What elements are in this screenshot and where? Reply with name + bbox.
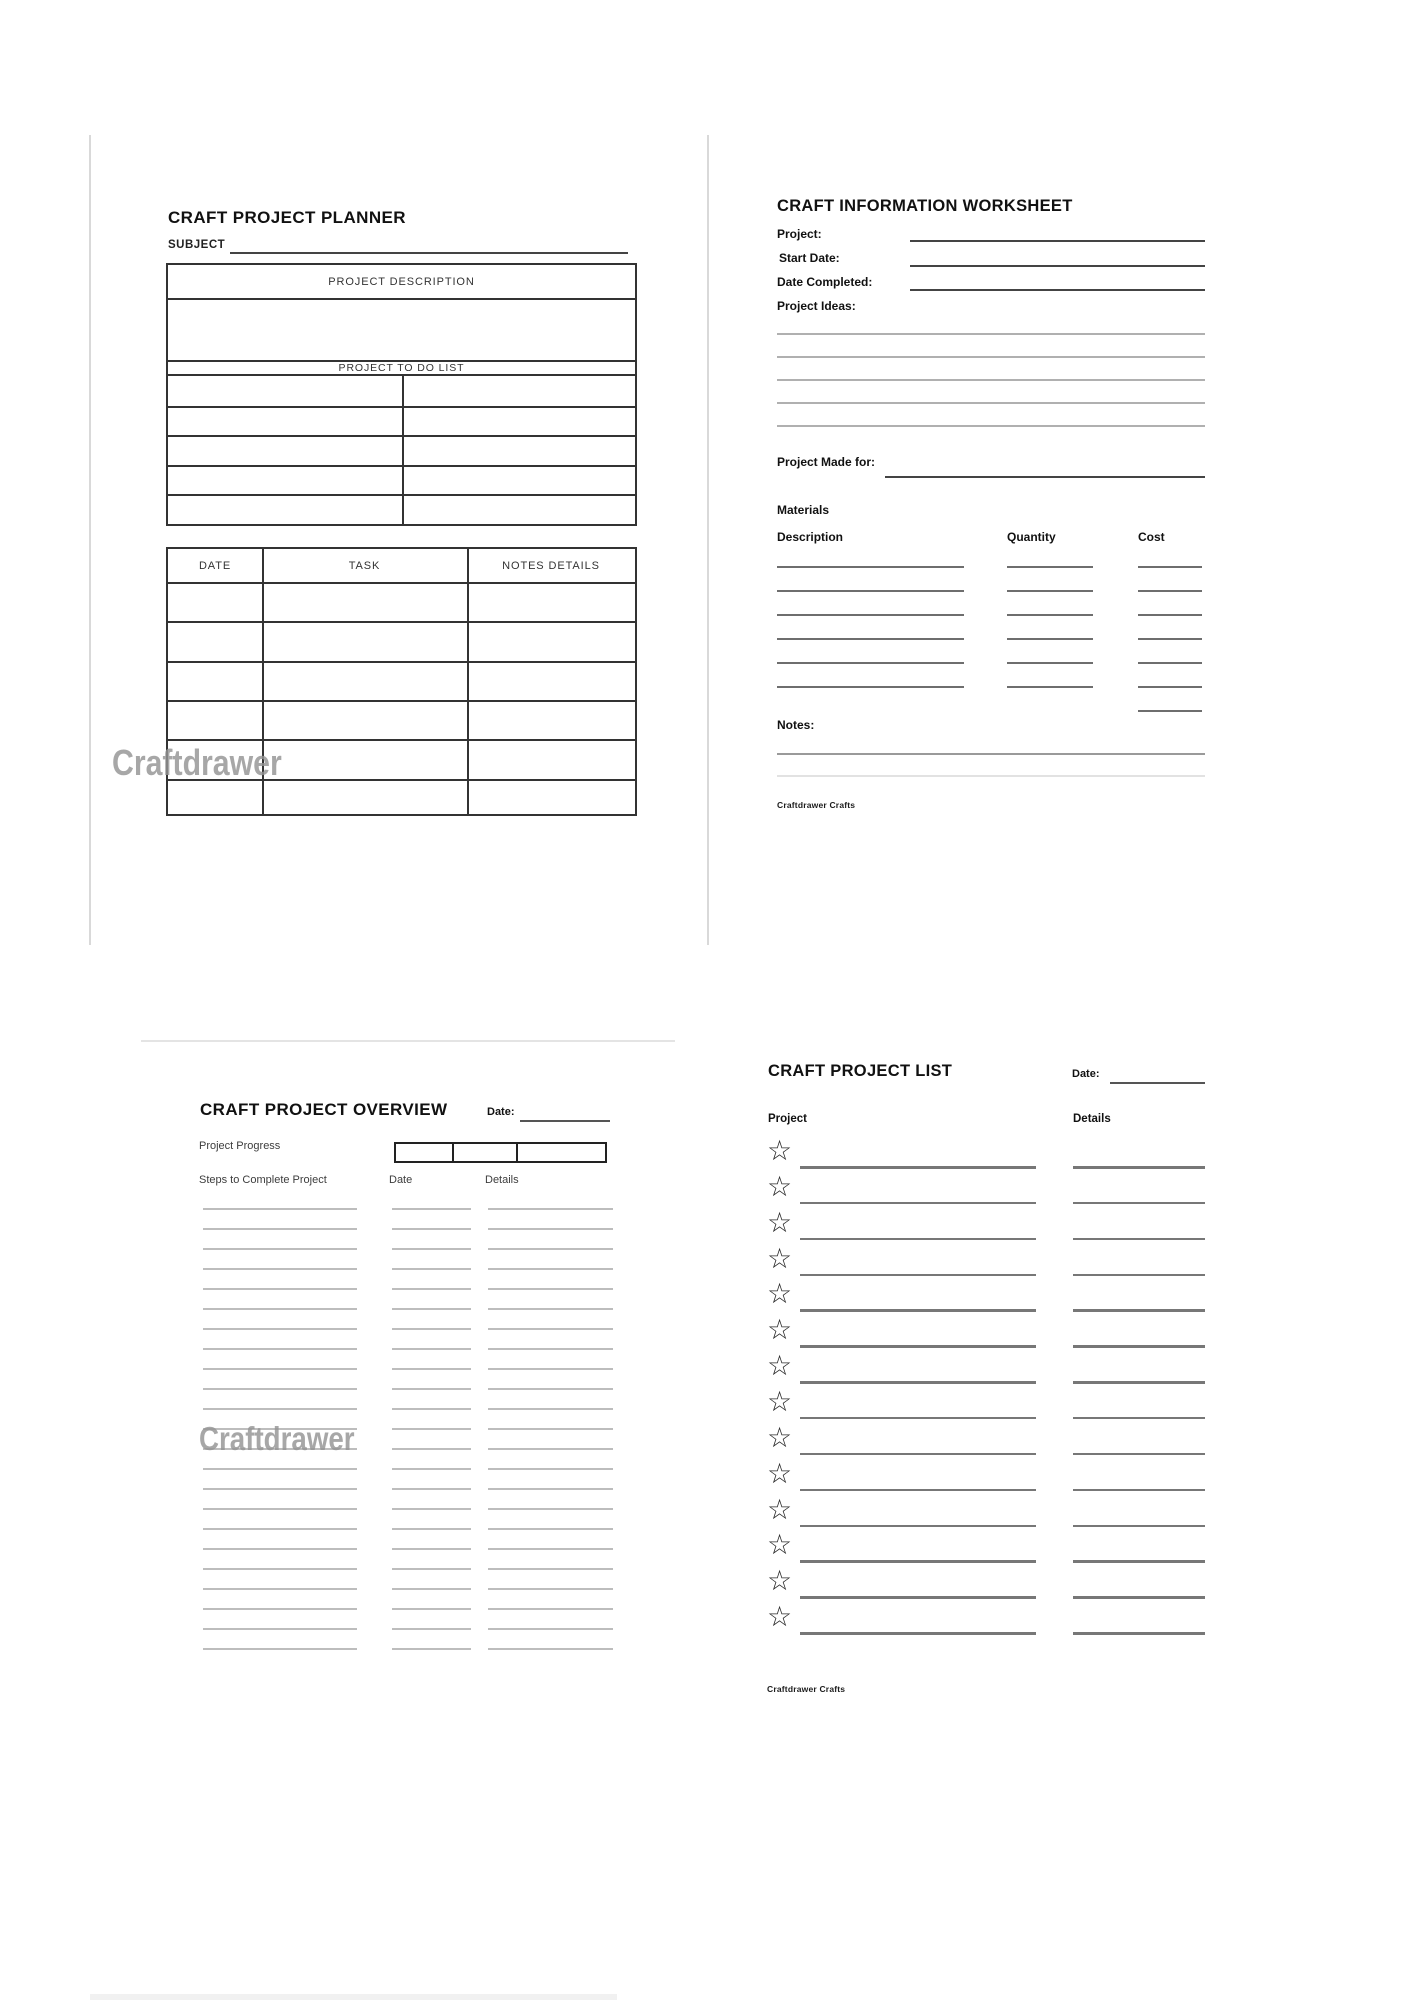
material-quantity-line	[1007, 590, 1093, 592]
details-blank-line	[488, 1588, 613, 1590]
star-icon: ☆	[767, 1385, 793, 1417]
col-header-notes-details: NOTES DETAILS	[502, 559, 600, 572]
task-table-header-row	[168, 549, 635, 582]
idea-blank-line	[777, 356, 1205, 358]
step-blank-line	[203, 1228, 357, 1230]
details-blank-line	[488, 1628, 613, 1630]
star-icon: ☆	[767, 1350, 793, 1382]
step-blank-line	[203, 1508, 357, 1510]
material-description-line	[777, 566, 964, 568]
step-blank-line	[203, 1388, 357, 1390]
material-cost-line	[1138, 590, 1202, 592]
star-icon: ☆	[767, 1170, 793, 1202]
notes-label: Notes:	[777, 718, 815, 732]
date-blank-line	[392, 1528, 471, 1530]
project-blank-line	[800, 1453, 1036, 1456]
details-blank-line	[488, 1528, 613, 1530]
next-page-edge	[90, 1994, 617, 2000]
page4-date-label: Date:	[1072, 1068, 1100, 1080]
project-blank-line	[800, 1309, 1036, 1312]
project-blank-line	[800, 1417, 1036, 1420]
subject-blank-line	[230, 252, 628, 254]
page4-footer: Craftdrawer Crafts	[767, 1684, 846, 1694]
date-blank-line	[392, 1368, 471, 1370]
step-blank-line	[203, 1608, 357, 1610]
details-blank-line	[1073, 1274, 1205, 1277]
project-blank-line	[800, 1489, 1036, 1492]
todo-rows	[168, 376, 635, 524]
date-blank-line	[392, 1348, 471, 1350]
details-blank-line	[488, 1648, 613, 1650]
project-blank-line	[800, 1274, 1036, 1277]
material-quantity-line	[1007, 614, 1093, 616]
project-description-space	[168, 300, 635, 360]
task-row	[168, 582, 635, 621]
date-blank-line	[392, 1568, 471, 1570]
details-blank-line	[488, 1248, 613, 1250]
page1-title: CRAFT PROJECT PLANNER	[168, 208, 406, 227]
project-blank-line	[800, 1166, 1036, 1169]
details-blank-line	[488, 1208, 613, 1210]
star-icon: ☆	[767, 1565, 793, 1597]
star-icon: ☆	[767, 1242, 793, 1274]
idea-blank-line	[777, 333, 1205, 335]
date-blank-line	[392, 1388, 471, 1390]
project-todo-header: PROJECT TO DO LIST	[168, 360, 635, 376]
details-blank-line	[488, 1228, 613, 1230]
page-craft-information-worksheet	[777, 190, 1205, 820]
step-blank-line	[203, 1208, 357, 1210]
date-blank-line	[392, 1588, 471, 1590]
date-blank-line	[392, 1228, 471, 1230]
details-blank-line	[488, 1408, 613, 1410]
task-row	[168, 700, 635, 739]
task-table-divider-2	[467, 549, 469, 814]
details-blank-line	[1073, 1345, 1205, 1348]
date-blank-line	[392, 1288, 471, 1290]
details-blank-line	[488, 1568, 613, 1570]
step-blank-line	[203, 1488, 357, 1490]
star-icon: ☆	[767, 1206, 793, 1238]
craftdrawer-watermark: Craftdrawer	[112, 742, 282, 783]
page-craft-project-list	[767, 1056, 1205, 1701]
date-completed-field-label: Date Completed:	[777, 275, 873, 289]
col-header-task: TASK	[348, 559, 381, 572]
project-blank-line	[800, 1345, 1036, 1348]
material-description-line	[777, 638, 964, 640]
made-for-blank-line	[885, 476, 1205, 478]
notes-blank-line-1	[777, 753, 1205, 755]
task-row	[168, 779, 635, 818]
details-blank-line	[488, 1448, 613, 1450]
material-cost-line	[1138, 566, 1202, 568]
material-cost-line	[1138, 662, 1202, 664]
date-blank-line	[392, 1248, 471, 1250]
step-blank-line	[203, 1368, 357, 1370]
materials-col-quantity: Quantity	[1007, 530, 1056, 544]
todo-center-divider	[402, 376, 404, 524]
date-blank-line	[392, 1428, 471, 1430]
description-todo-table	[166, 263, 637, 526]
material-cost-line	[1138, 614, 1202, 616]
step-blank-line	[203, 1268, 357, 1270]
details-blank-line	[488, 1308, 613, 1310]
date-blank-line	[392, 1488, 471, 1490]
details-blank-line	[1073, 1596, 1205, 1599]
details-blank-line	[488, 1428, 613, 1430]
details-blank-line	[488, 1328, 613, 1330]
material-cost-line	[1138, 686, 1202, 688]
details-blank-line	[488, 1268, 613, 1270]
date-blank-line	[392, 1448, 471, 1450]
details-blank-line	[1073, 1453, 1205, 1456]
material-description-line	[777, 614, 964, 616]
details-blank-line	[488, 1548, 613, 1550]
star-icon: ☆	[767, 1421, 793, 1453]
details-col-header: Details	[1073, 1113, 1111, 1125]
page3-date-label: Date:	[487, 1106, 515, 1118]
steps-col-header: Steps to Complete Project	[199, 1174, 327, 1186]
details-blank-line	[1073, 1417, 1205, 1420]
task-row	[168, 621, 635, 660]
step-blank-line	[203, 1328, 357, 1330]
details-blank-line	[488, 1608, 613, 1610]
details-blank-line	[1073, 1632, 1205, 1635]
material-quantity-line	[1007, 686, 1093, 688]
details-blank-line	[488, 1468, 613, 1470]
details-blank-line	[1073, 1238, 1205, 1241]
idea-blank-line	[777, 379, 1205, 381]
page-craft-project-planner	[91, 130, 709, 945]
page4-title: CRAFT PROJECT LIST	[768, 1062, 953, 1080]
date-blank-line	[392, 1308, 471, 1310]
step-blank-line	[203, 1308, 357, 1310]
project-blank-line	[910, 240, 1205, 242]
material-quantity-line	[1007, 638, 1093, 640]
project-ideas-label: Project Ideas:	[777, 299, 856, 313]
date-completed-blank-line	[910, 289, 1205, 291]
date-blank-line	[392, 1628, 471, 1630]
project-col-header: Project	[768, 1113, 807, 1125]
step-blank-line	[203, 1588, 357, 1590]
star-icon: ☆	[767, 1278, 793, 1310]
material-description-line	[777, 686, 964, 688]
date-blank-line	[392, 1408, 471, 1410]
progress-divider-1	[452, 1144, 454, 1161]
details-blank-line	[1073, 1166, 1205, 1169]
project-blank-line	[800, 1238, 1036, 1241]
project-blank-line	[800, 1525, 1036, 1528]
made-for-label: Project Made for:	[777, 455, 876, 469]
details-blank-line	[1073, 1560, 1205, 1563]
star-icon: ☆	[767, 1601, 793, 1633]
details-blank-line	[1073, 1381, 1205, 1384]
step-blank-line	[203, 1568, 357, 1570]
progress-label: Project Progress	[199, 1140, 281, 1152]
task-row	[168, 661, 635, 700]
step-blank-line	[203, 1648, 357, 1650]
materials-col-description: Description	[777, 530, 844, 544]
page-craft-project-overview	[141, 1038, 675, 1660]
date-blank-line	[392, 1328, 471, 1330]
page2-title: CRAFT INFORMATION WORKSHEET	[777, 197, 1073, 215]
star-icon: ☆	[767, 1135, 793, 1166]
date-blank-line	[392, 1648, 471, 1650]
progress-divider-2	[516, 1144, 518, 1161]
step-blank-line	[203, 1548, 357, 1550]
date-blank-line	[392, 1208, 471, 1210]
materials-col-cost: Cost	[1138, 530, 1165, 544]
details-blank-line	[488, 1348, 613, 1350]
material-description-line	[777, 662, 964, 664]
project-blank-line	[800, 1596, 1036, 1599]
date-blank-line	[392, 1268, 471, 1270]
project-blank-line	[800, 1202, 1036, 1205]
idea-blank-line	[777, 425, 1205, 427]
subject-label: SUBJECT	[168, 239, 226, 251]
material-quantity-line	[1007, 662, 1093, 664]
page4-date-blank-line	[1110, 1082, 1205, 1084]
details-blank-line	[488, 1288, 613, 1290]
step-blank-line	[203, 1248, 357, 1250]
details-blank-line	[1073, 1489, 1205, 1492]
details-col-header: Details	[485, 1174, 519, 1186]
material-cost-line	[1138, 638, 1202, 640]
details-blank-line	[488, 1488, 613, 1490]
project-field-label: Project:	[777, 227, 822, 241]
material-cost-line	[1138, 710, 1202, 712]
step-blank-line	[203, 1348, 357, 1350]
date-blank-line	[392, 1548, 471, 1550]
page3-date-blank-line	[520, 1120, 610, 1122]
col-header-date: DATE	[198, 559, 232, 572]
start-date-field-label: Start Date:	[779, 251, 840, 265]
date-col-header: Date	[389, 1174, 413, 1186]
details-blank-line	[488, 1368, 613, 1370]
date-blank-line	[392, 1508, 471, 1510]
idea-blank-line	[777, 402, 1205, 404]
project-blank-line	[800, 1560, 1036, 1563]
star-icon: ☆	[767, 1314, 793, 1346]
details-blank-line	[1073, 1525, 1205, 1528]
details-blank-line	[488, 1388, 613, 1390]
details-blank-line	[1073, 1309, 1205, 1312]
step-blank-line	[203, 1528, 357, 1530]
date-blank-line	[392, 1468, 471, 1470]
craftdrawer-watermark: Craftdrawer	[199, 1420, 355, 1457]
progress-bar	[394, 1142, 607, 1163]
star-icon: ☆	[767, 1529, 793, 1561]
step-blank-line	[203, 1628, 357, 1630]
details-blank-line	[488, 1508, 613, 1510]
step-blank-line	[203, 1288, 357, 1290]
notes-blank-line-2	[777, 775, 1205, 777]
star-icon: ☆	[767, 1493, 793, 1525]
details-blank-line	[1073, 1202, 1205, 1205]
project-description-header: PROJECT DESCRIPTION	[168, 265, 635, 300]
project-blank-line	[800, 1632, 1036, 1635]
page2-footer: Craftdrawer Crafts	[777, 800, 856, 810]
material-description-line	[777, 590, 964, 592]
star-icon: ☆	[767, 1457, 793, 1489]
page3-title: CRAFT PROJECT OVERVIEW	[200, 1100, 448, 1119]
project-blank-line	[800, 1381, 1036, 1384]
material-quantity-line	[1007, 566, 1093, 568]
step-blank-line	[203, 1408, 357, 1410]
materials-label: Materials	[777, 503, 830, 517]
start-date-blank-line	[910, 265, 1205, 267]
date-blank-line	[392, 1608, 471, 1610]
step-blank-line	[203, 1468, 357, 1470]
